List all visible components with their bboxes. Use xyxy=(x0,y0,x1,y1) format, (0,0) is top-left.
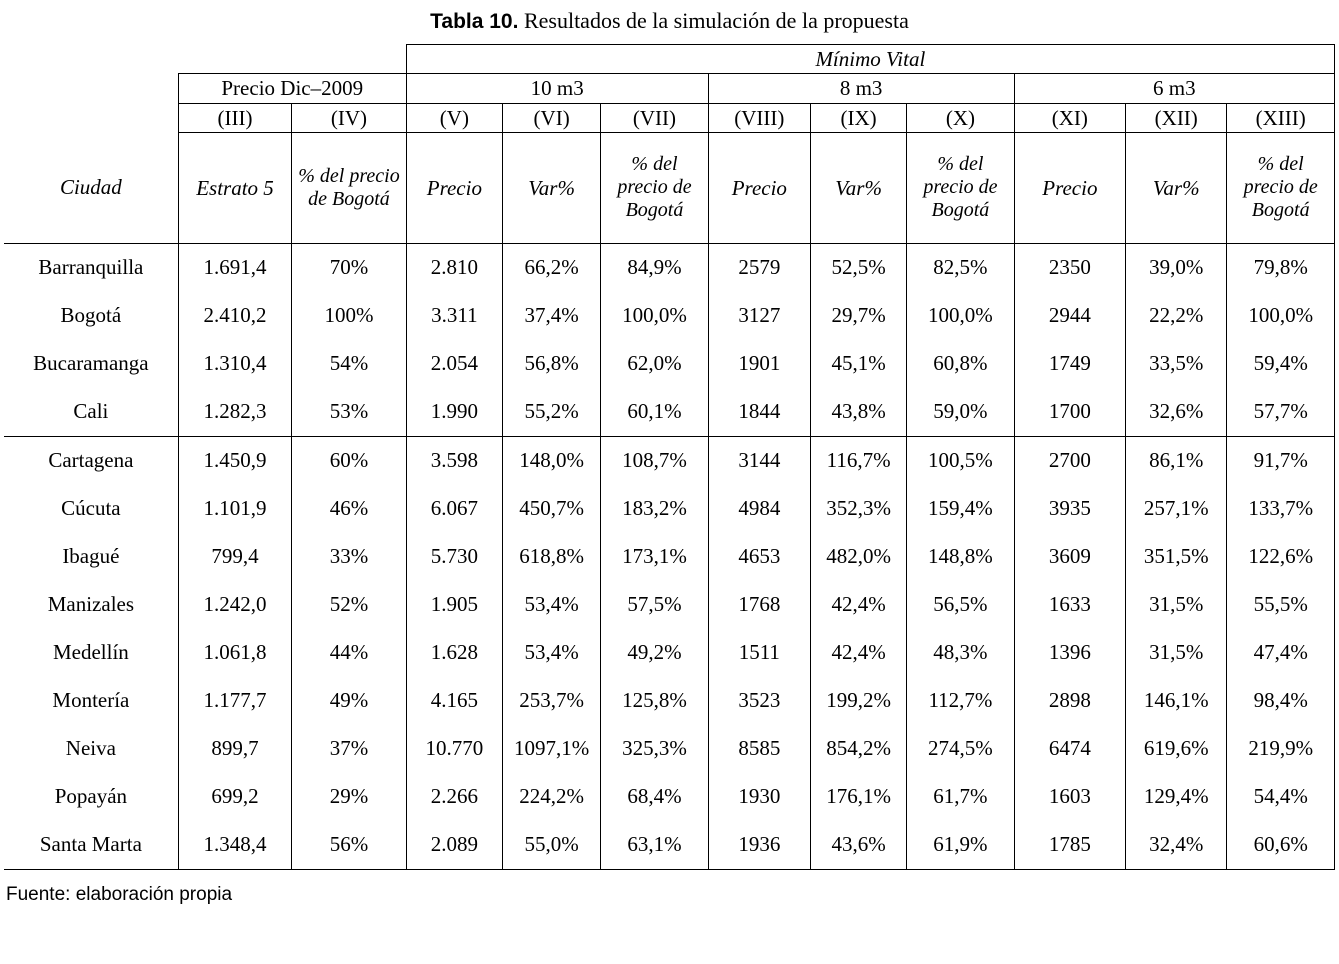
table-row xyxy=(4,436,1335,485)
cell-pct-bogota-1: 49% xyxy=(292,677,406,725)
cell-pct-bogota-6: 47,4% xyxy=(1227,629,1335,677)
table-row xyxy=(4,485,1335,533)
cell-estrato5: 1.242,0 xyxy=(178,581,291,629)
cell-pct-bogota-8: 48,3% xyxy=(907,629,1014,677)
cell-estrato5: 1.061,8 xyxy=(178,629,291,677)
cell-pct-bogota-6: 133,7% xyxy=(1227,485,1335,533)
cell-var-10: 55,0% xyxy=(502,821,600,870)
table-row xyxy=(4,725,1335,773)
cell-ciudad: Cali xyxy=(73,399,109,424)
table-caption-label: Tabla 10. xyxy=(430,10,519,33)
cell-pct-bogota-1: 54% xyxy=(292,340,406,388)
cell-pct-bogota-8: 112,7% xyxy=(907,677,1014,725)
cell-var-8: 43,8% xyxy=(810,388,906,437)
cell-pct-bogota-8: 159,4% xyxy=(907,485,1014,533)
column-header-pct-bogota-8: % del precio de Bogotá xyxy=(907,133,1014,244)
cell-pct-bogota-10: 183,2% xyxy=(601,485,708,533)
cell-estrato5: 699,2 xyxy=(178,773,291,821)
group-header-8m3: 8 m3 xyxy=(708,74,1014,103)
cell-precio-10: 10.770 xyxy=(406,725,502,773)
cell-var-8: 854,2% xyxy=(810,725,906,773)
cell-var-10: 148,0% xyxy=(502,436,600,485)
cell-var-10: 450,7% xyxy=(502,485,600,533)
column-header-var-6: Var% xyxy=(1126,133,1227,244)
cell-var-10: 37,4% xyxy=(502,292,600,340)
cell-pct-bogota-1: 53% xyxy=(292,388,406,437)
cell-var-6: 146,1% xyxy=(1126,677,1227,725)
cell-precio-10: 3.311 xyxy=(406,292,502,340)
cell-pct-bogota-1: 29% xyxy=(292,773,406,821)
cell-precio-10: 4.165 xyxy=(406,677,502,725)
cell-pct-bogota-8: 56,5% xyxy=(907,581,1014,629)
cell-pct-bogota-10: 84,9% xyxy=(601,243,708,292)
roman-v: (V) xyxy=(406,103,502,132)
column-header-ciudad: Ciudad xyxy=(4,133,178,244)
cell-pct-bogota-10: 125,8% xyxy=(601,677,708,725)
column-header-precio-8: Precio xyxy=(708,133,810,244)
cell-var-8: 52,5% xyxy=(810,243,906,292)
cell-pct-bogota-6: 54,4% xyxy=(1227,773,1335,821)
cell-pct-bogota-8: 100,5% xyxy=(907,436,1014,485)
cell-precio-6: 1603 xyxy=(1014,773,1125,821)
cell-pct-bogota-8: 60,8% xyxy=(907,340,1014,388)
cell-pct-bogota-8: 100,0% xyxy=(907,292,1014,340)
spacer-cell xyxy=(4,103,178,132)
cell-var-6: 31,5% xyxy=(1126,581,1227,629)
cell-precio-8: 1930 xyxy=(708,773,810,821)
cell-estrato5: 1.177,7 xyxy=(178,677,291,725)
cell-estrato5: 899,7 xyxy=(178,725,291,773)
cell-var-8: 42,4% xyxy=(810,629,906,677)
cell-estrato5: 1.101,9 xyxy=(178,485,291,533)
cell-precio-10: 6.067 xyxy=(406,485,502,533)
cell-pct-bogota-1: 44% xyxy=(292,629,406,677)
cell-pct-bogota-10: 68,4% xyxy=(601,773,708,821)
table-row xyxy=(4,773,1335,821)
cell-var-8: 482,0% xyxy=(810,533,906,581)
cell-var-6: 32,4% xyxy=(1126,821,1227,870)
column-header-pct-bogota-10: % del precio de Bogotá xyxy=(601,133,708,244)
cell-pct-bogota-6: 60,6% xyxy=(1227,821,1335,870)
cell-ciudad: Ibagué xyxy=(62,544,120,569)
cell-var-10: 253,7% xyxy=(502,677,600,725)
table-row xyxy=(4,243,1335,292)
table-row xyxy=(4,677,1335,725)
cell-pct-bogota-8: 148,8% xyxy=(907,533,1014,581)
spacer-cell xyxy=(4,74,178,103)
cell-precio-6: 2350 xyxy=(1014,243,1125,292)
cell-precio-10: 2.810 xyxy=(406,243,502,292)
cell-var-10: 55,2% xyxy=(502,388,600,437)
cell-precio-6: 1749 xyxy=(1014,340,1125,388)
cell-var-8: 42,4% xyxy=(810,581,906,629)
cell-precio-8: 3523 xyxy=(708,677,810,725)
roman-iv: (IV) xyxy=(292,103,406,132)
cell-var-8: 43,6% xyxy=(810,821,906,870)
cell-var-6: 257,1% xyxy=(1126,485,1227,533)
cell-pct-bogota-1: 37% xyxy=(292,725,406,773)
cell-estrato5: 2.410,2 xyxy=(178,292,291,340)
table-caption xyxy=(4,0,1335,44)
cell-precio-10: 5.730 xyxy=(406,533,502,581)
cell-estrato5: 1.348,4 xyxy=(178,821,291,870)
roman-vi: (VI) xyxy=(502,103,600,132)
cell-pct-bogota-6: 57,7% xyxy=(1227,388,1335,437)
cell-ciudad: Popayán xyxy=(54,784,128,809)
cell-precio-6: 2700 xyxy=(1014,436,1125,485)
cell-var-10: 618,8% xyxy=(502,533,600,581)
column-header-pct-bogota-1: % del precio de Bogotá xyxy=(292,133,406,244)
cell-var-6: 86,1% xyxy=(1126,436,1227,485)
cell-pct-bogota-6: 98,4% xyxy=(1227,677,1335,725)
roman-xiii: (XIII) xyxy=(1227,103,1335,132)
table-caption-text: Resultados de la simulación de la propuesta xyxy=(518,8,909,33)
cell-ciudad: Montería xyxy=(52,688,130,713)
cell-var-8: 116,7% xyxy=(810,436,906,485)
cell-var-10: 224,2% xyxy=(502,773,600,821)
cell-pct-bogota-1: 46% xyxy=(292,485,406,533)
cell-ciudad: Bogotá xyxy=(60,303,122,328)
roman-xii: (XII) xyxy=(1126,103,1227,132)
cell-var-8: 176,1% xyxy=(810,773,906,821)
group-header-6m3: 6 m3 xyxy=(1014,74,1334,103)
cell-pct-bogota-8: 59,0% xyxy=(907,388,1014,437)
cell-var-8: 29,7% xyxy=(810,292,906,340)
roman-xi: (XI) xyxy=(1014,103,1125,132)
roman-iii: (III) xyxy=(178,103,291,132)
cell-pct-bogota-8: 82,5% xyxy=(907,243,1014,292)
cell-precio-8: 1511 xyxy=(708,629,810,677)
roman-x: (X) xyxy=(907,103,1014,132)
cell-var-6: 351,5% xyxy=(1126,533,1227,581)
cell-pct-bogota-10: 173,1% xyxy=(601,533,708,581)
cell-var-6: 22,2% xyxy=(1126,292,1227,340)
cell-pct-bogota-1: 33% xyxy=(292,533,406,581)
cell-pct-bogota-1: 52% xyxy=(292,581,406,629)
cell-pct-bogota-6: 55,5% xyxy=(1227,581,1335,629)
cell-precio-8: 4984 xyxy=(708,485,810,533)
column-header-var-10: Var% xyxy=(502,133,600,244)
table-source: Fuente: elaboración propia xyxy=(6,883,233,905)
cell-ciudad: Neiva xyxy=(65,736,116,761)
cell-estrato5: 1.450,9 xyxy=(178,436,291,485)
cell-precio-8: 2579 xyxy=(708,243,810,292)
cell-pct-bogota-8: 61,9% xyxy=(907,821,1014,870)
cell-var-6: 32,6% xyxy=(1126,388,1227,437)
cell-pct-bogota-10: 325,3% xyxy=(601,725,708,773)
spacer-cell xyxy=(178,45,291,74)
cell-precio-8: 1768 xyxy=(708,581,810,629)
cell-precio-10: 3.598 xyxy=(406,436,502,485)
cell-ciudad: Santa Marta xyxy=(4,821,178,870)
column-header-var-8: Var% xyxy=(810,133,906,244)
cell-precio-6: 1396 xyxy=(1014,629,1125,677)
cell-pct-bogota-6: 59,4% xyxy=(1227,340,1335,388)
cell-precio-8: 8585 xyxy=(708,725,810,773)
table-row xyxy=(4,821,1335,870)
cell-var-8: 352,3% xyxy=(810,485,906,533)
cell-var-10: 1097,1% xyxy=(502,725,600,773)
cell-precio-10: 2.089 xyxy=(406,821,502,870)
cell-precio-8: 3144 xyxy=(708,436,810,485)
cell-precio-10: 2.054 xyxy=(406,340,502,388)
cell-precio-8: 3127 xyxy=(708,292,810,340)
cell-var-8: 199,2% xyxy=(810,677,906,725)
cell-var-10: 56,8% xyxy=(502,340,600,388)
column-header-estrato5: Estrato 5 xyxy=(178,133,291,244)
cell-precio-8: 4653 xyxy=(708,533,810,581)
cell-estrato5: 1.282,3 xyxy=(178,388,291,437)
cell-pct-bogota-6: 122,6% xyxy=(1227,533,1335,581)
cell-pct-bogota-1: 100% xyxy=(292,292,406,340)
header-row-group-top xyxy=(4,45,1335,74)
cell-pct-bogota-10: 60,1% xyxy=(601,388,708,437)
cell-precio-6: 1785 xyxy=(1014,821,1125,870)
spacer-cell xyxy=(292,45,406,74)
cell-precio-10: 1.628 xyxy=(406,629,502,677)
cell-pct-bogota-1: 70% xyxy=(292,243,406,292)
roman-vii: (VII) xyxy=(601,103,708,132)
table-row xyxy=(4,292,1335,340)
header-row-roman xyxy=(4,103,1335,132)
cell-pct-bogota-8: 61,7% xyxy=(907,773,1014,821)
column-header-precio-6: Precio xyxy=(1014,133,1125,244)
roman-viii: (VIII) xyxy=(708,103,810,132)
cell-pct-bogota-8: 274,5% xyxy=(907,725,1014,773)
cell-pct-bogota-6: 91,7% xyxy=(1227,436,1335,485)
header-row-group-sub xyxy=(4,74,1335,103)
column-header-pct-bogota-6: % del precio de Bogotá xyxy=(1227,133,1335,244)
cell-pct-bogota-10: 62,0% xyxy=(601,340,708,388)
group-header-minimo-vital: Mínimo Vital xyxy=(406,45,1334,74)
table-row xyxy=(4,388,1335,437)
cell-precio-10: 1.990 xyxy=(406,388,502,437)
cell-ciudad: Manizales xyxy=(47,592,135,617)
cell-precio-8: 1844 xyxy=(708,388,810,437)
cell-ciudad: Cúcuta xyxy=(61,496,121,521)
cell-pct-bogota-10: 63,1% xyxy=(601,821,708,870)
cell-pct-bogota-1: 60% xyxy=(292,436,406,485)
cell-var-6: 39,0% xyxy=(1126,243,1227,292)
cell-estrato5: 1.310,4 xyxy=(178,340,291,388)
column-header-precio-10: Precio xyxy=(406,133,502,244)
results-table xyxy=(4,44,1335,870)
cell-precio-6: 2944 xyxy=(1014,292,1125,340)
cell-precio-6: 3935 xyxy=(1014,485,1125,533)
cell-precio-10: 2.266 xyxy=(406,773,502,821)
cell-precio-8: 1936 xyxy=(708,821,810,870)
cell-pct-bogota-6: 79,8% xyxy=(1227,243,1335,292)
cell-ciudad: Bucaramanga xyxy=(33,351,149,376)
cell-precio-6: 1700 xyxy=(1014,388,1125,437)
spacer-cell xyxy=(4,45,178,74)
table-row xyxy=(4,581,1335,629)
cell-precio-6: 1633 xyxy=(1014,581,1125,629)
cell-var-6: 33,5% xyxy=(1126,340,1227,388)
cell-pct-bogota-10: 100,0% xyxy=(601,292,708,340)
cell-var-10: 53,4% xyxy=(502,581,600,629)
table-body xyxy=(4,243,1335,869)
cell-var-6: 619,6% xyxy=(1126,725,1227,773)
header-row-columns xyxy=(4,133,1335,244)
cell-var-8: 45,1% xyxy=(810,340,906,388)
cell-estrato5: 1.691,4 xyxy=(178,243,291,292)
cell-var-10: 53,4% xyxy=(502,629,600,677)
roman-ix: (IX) xyxy=(810,103,906,132)
cell-pct-bogota-10: 57,5% xyxy=(601,581,708,629)
group-header-precio-dic: Precio Dic–2009 xyxy=(178,74,406,103)
cell-pct-bogota-10: 49,2% xyxy=(601,629,708,677)
cell-precio-8: 1901 xyxy=(708,340,810,388)
table-row xyxy=(4,629,1335,677)
cell-var-6: 129,4% xyxy=(1126,773,1227,821)
cell-precio-10: 1.905 xyxy=(406,581,502,629)
cell-estrato5: 799,4 xyxy=(178,533,291,581)
cell-precio-6: 6474 xyxy=(1014,725,1125,773)
cell-precio-6: 2898 xyxy=(1014,677,1125,725)
cell-ciudad: Cartagena xyxy=(4,436,178,485)
cell-pct-bogota-1: 56% xyxy=(292,821,406,870)
cell-ciudad: Medellín xyxy=(52,640,129,665)
cell-var-10: 66,2% xyxy=(502,243,600,292)
cell-var-6: 31,5% xyxy=(1126,629,1227,677)
cell-precio-6: 3609 xyxy=(1014,533,1125,581)
cell-ciudad: Barranquilla xyxy=(38,255,144,280)
table-row xyxy=(4,340,1335,388)
cell-pct-bogota-6: 100,0% xyxy=(1227,292,1335,340)
cell-pct-bogota-10: 108,7% xyxy=(601,436,708,485)
table-row xyxy=(4,533,1335,581)
group-header-10m3: 10 m3 xyxy=(406,74,708,103)
cell-pct-bogota-6: 219,9% xyxy=(1227,725,1335,773)
